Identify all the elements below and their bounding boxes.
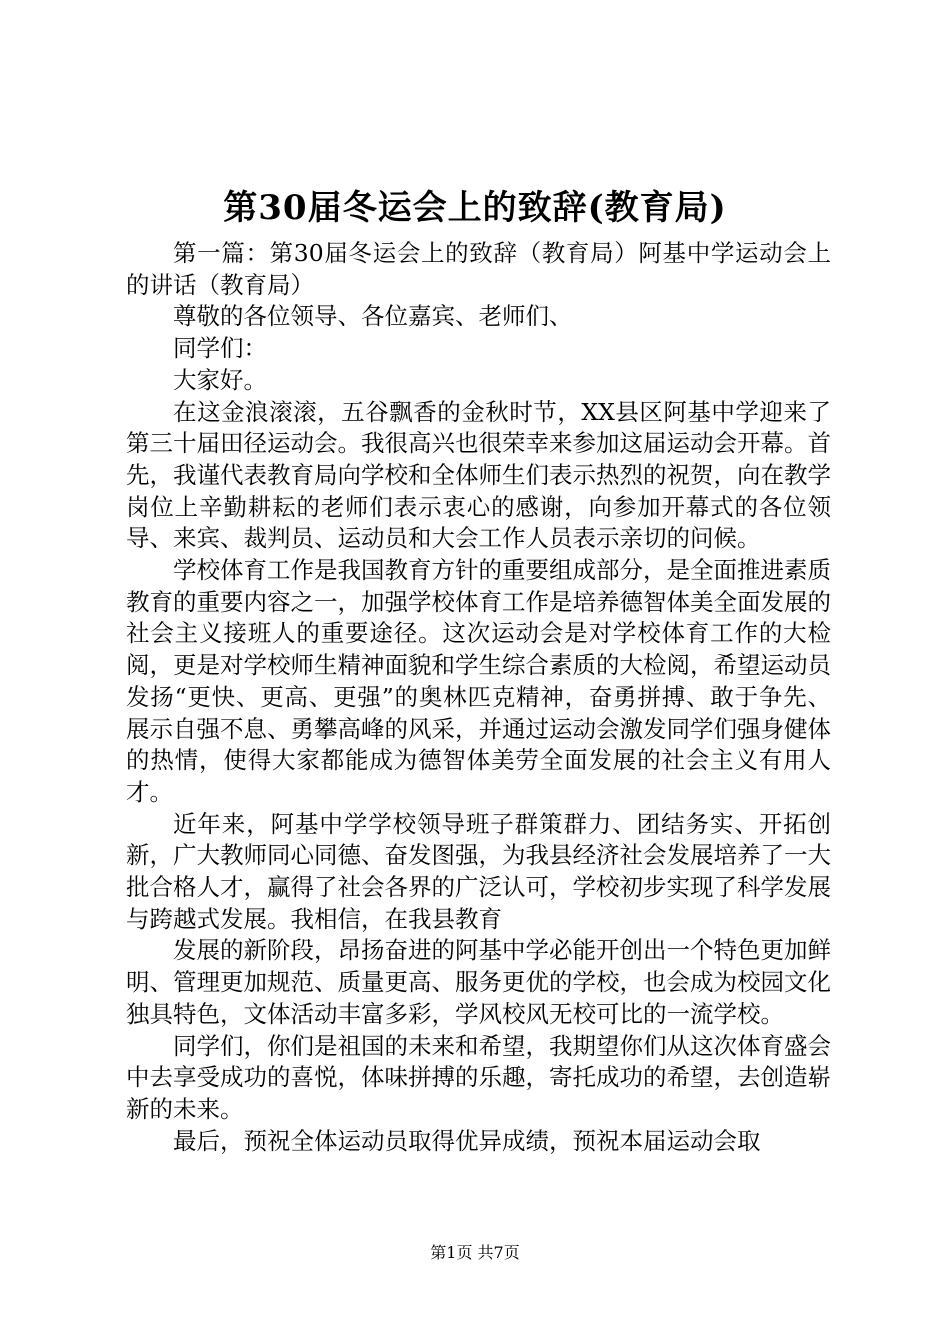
document-title: 第30届冬运会上的致辞(教育局) — [223, 188, 727, 228]
paragraph: 大家好。 — [173, 365, 267, 394]
paragraph: 近年来，阿基中学学校领导班子群策群力、团结务实、开拓创新，广大教师同心同德、奋发图强，为我县经济社会发展培养了一大批合格人才，赢得了社会各界的广泛认可，学校初步实现了科学发展与跨越式发展。我相信，在我县教育 — [126, 809, 831, 933]
paragraph: 最后，预祝全体运动员取得优异成绩，预祝本届运动会取 — [173, 1126, 761, 1155]
paragraph: 同学们，你们是祖国的未来和希望，我期望你们从这次体育盛会中去享受成功的喜悦，体味拼搏的乐趣，寄托成功的希望，去创造崭新的未来。 — [126, 1031, 831, 1123]
paragraph: 尊敬的各位领导、各位嘉宾、老师们、 — [173, 302, 573, 331]
paragraph: 在这金浪滚滚，五谷飘香的金秋时节，XX县区阿基中学迎来了第三十届田径运动会。我很高兴也很荣幸来参加这届运动会开幕。首先，我谨代表教育局向学校和全体师生们表示热烈的祝贺，向在教学岗位上辛勤耕耘的老师们表示衷心的感谢，向参加开幕式的各位领导、来宾、裁判员、运动员和大会工作人员表示亲切的问候。 — [126, 397, 831, 553]
paragraph: 同学们： — [173, 334, 267, 363]
paragraph: 发展的新阶段，昂扬奋进的阿基中学必能开创出一个特色更加鲜明、管理更加规范、质量更高、服务更优的学校，也会成为校园文化独具特色，文体活动丰富多彩，学风校风无校可比的一流学校。 — [126, 936, 831, 1028]
paragraph: 学校体育工作是我国教育方针的重要组成部分，是全面推进素质教育的重要内容之一，加强学校体育工作是培养德智体美全面发展的社会主义接班人的重要途径。这次运动会是对学校体育工作的大检阅，更是对学校师生精神面貌和学生综合素质的大检阅，希望运动员发扬“更快、更高、更强”的奥林匹克精神，奋勇拼搏、敢于争先、展示自强不息、勇攀高峰的风采，并通过运动会激发同学们强身健体的热情，使得大家都能成为德智体美劳全面发展的社会主义有用人才。 — [126, 556, 831, 806]
paragraph: 第一篇：第30届冬运会上的致辞（教育局）阿基中学运动会上的讲话（教育局） — [126, 239, 831, 299]
document-body — [126, 238, 831, 1157]
page-footer: 第1页 共7页 — [430, 1243, 520, 1262]
